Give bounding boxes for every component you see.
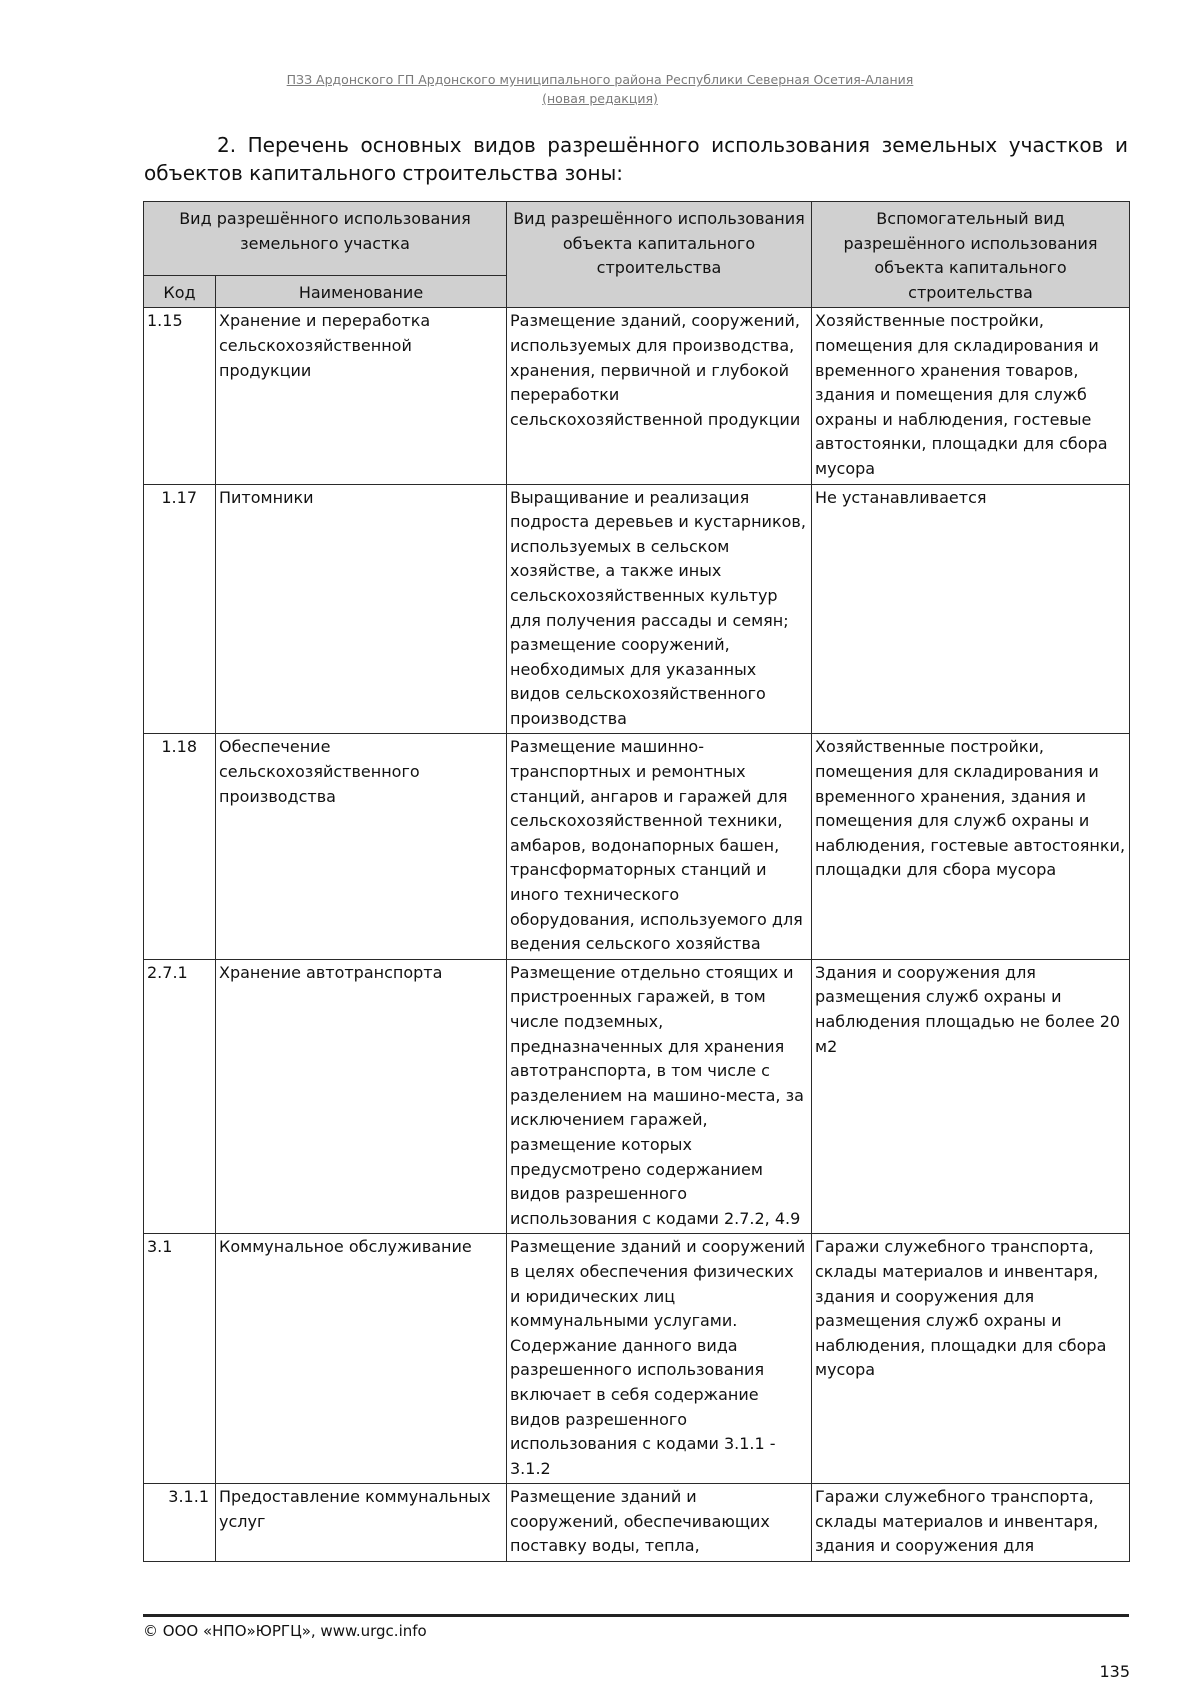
footer-copyright: © ООО «НПО»ЮРГЦ», www.urgc.info <box>143 1622 427 1640</box>
running-header-title: ПЗЗ Ардонского ГП Ардонского муниципального района Республики Северная Осетия-Алания <box>286 72 914 87</box>
row-name: Обеспечение сельскохозяйственного производства <box>216 734 507 959</box>
row-code: 1.17 <box>144 484 216 734</box>
row-name: Хранение автотранспорта <box>216 959 507 1234</box>
running-header <box>0 70 1200 108</box>
row-code: 3.1.1 <box>144 1484 216 1562</box>
page-number: 135 <box>1099 1662 1130 1681</box>
row-name: Хранение и переработка сельскохозяйственной продукции <box>216 308 507 484</box>
row-object-use: Выращивание и реализация подроста деревьев и кустарников, используемых в сельском хозяйстве, а также иных сельскохозяйственных культур для получения рассады и семян; размещение сооружений, необходимых для указанных видов сельскохозяйственного производства <box>507 484 812 734</box>
row-code: 1.18 <box>144 734 216 959</box>
row-auxiliary: Гаражи служебного транспорта, склады материалов и инвентаря, здания и сооружения для размещения служб охраны и наблюдения, площадки для сбора мусора <box>812 1234 1130 1484</box>
row-object-use: Размещение зданий и сооружений в целях обеспечения физических и юридических лиц коммунальными услугами. Содержание данного вида разрешенного использования включает в себя содержание видов разрешенного использования с кодами 3.1.1 - 3.1.2 <box>507 1234 812 1484</box>
footer-divider <box>143 1614 1129 1617</box>
header-name: Наименование <box>216 276 507 308</box>
running-header-subtitle: (новая редакция) <box>542 91 658 106</box>
table-header-row <box>144 202 1130 276</box>
row-auxiliary: Здания и сооружения для размещения служб охраны и наблюдения площадью не более 20 м2 <box>812 959 1130 1234</box>
row-code: 3.1 <box>144 1234 216 1484</box>
row-object-use: Размещение зданий, сооружений, используемых для производства, хранения, первичной и глубокой переработки сельскохозяйственной продукции <box>507 308 812 484</box>
row-auxiliary: Хозяйственные постройки, помещения для складирования и временного хранения товаров, здания и помещения для служб охраны и наблюдения, гостевые автостоянки, площадки для сбора мусора <box>812 308 1130 484</box>
row-name: Коммунальное обслуживание <box>216 1234 507 1484</box>
header-object-use: Вид разрешённого использования объекта капитального строительства <box>507 202 812 308</box>
row-name: Питомники <box>216 484 507 734</box>
table-row <box>144 308 1130 484</box>
table-row <box>144 734 1130 959</box>
table-row <box>144 1234 1130 1484</box>
table-row <box>144 959 1130 1234</box>
table-row <box>144 1484 1130 1562</box>
land-use-table <box>143 201 1130 1562</box>
section-intro: 2. Перечень основных видов разрешённого использования земельных участков и объектов капитального строительства зоны: <box>144 133 1128 185</box>
row-object-use: Размещение машинно-транспортных и ремонтных станций, ангаров и гаражей для сельскохозяйственной техники, амбаров, водонапорных башен, трансформаторных станций и иного технического оборудования, используемого для ведения сельского хозяйства <box>507 734 812 959</box>
header-land-use: Вид разрешённого использования земельного участка <box>144 202 507 276</box>
row-object-use: Размещение отдельно стоящих и пристроенных гаражей, в том числе подземных, предназначенных для хранения автотранспорта, в том числе с разделением на машино-места, за исключением гаражей, размещение которых предусмотрено содержанием видов разрешенного использования с кодами 2.7.2, 4.9 <box>507 959 812 1234</box>
header-code: Код <box>144 276 216 308</box>
row-code: 1.15 <box>144 308 216 484</box>
row-auxiliary: Не устанавливается <box>812 484 1130 734</box>
table-row <box>144 484 1130 734</box>
row-name: Предоставление коммунальных услуг <box>216 1484 507 1562</box>
row-object-use: Размещение зданий и сооружений, обеспечивающих поставку воды, тепла, <box>507 1484 812 1562</box>
row-auxiliary: Хозяйственные постройки, помещения для складирования и временного хранения, здания и помещения для служб охраны и наблюдения, гостевые автостоянки, площадки для сбора мусора <box>812 734 1130 959</box>
header-auxiliary: Вспомогательный вид разрешённого использования объекта капитального строительства <box>812 202 1130 308</box>
row-auxiliary: Гаражи служебного транспорта, склады материалов и инвентаря, здания и сооружения для <box>812 1484 1130 1562</box>
row-code: 2.7.1 <box>144 959 216 1234</box>
